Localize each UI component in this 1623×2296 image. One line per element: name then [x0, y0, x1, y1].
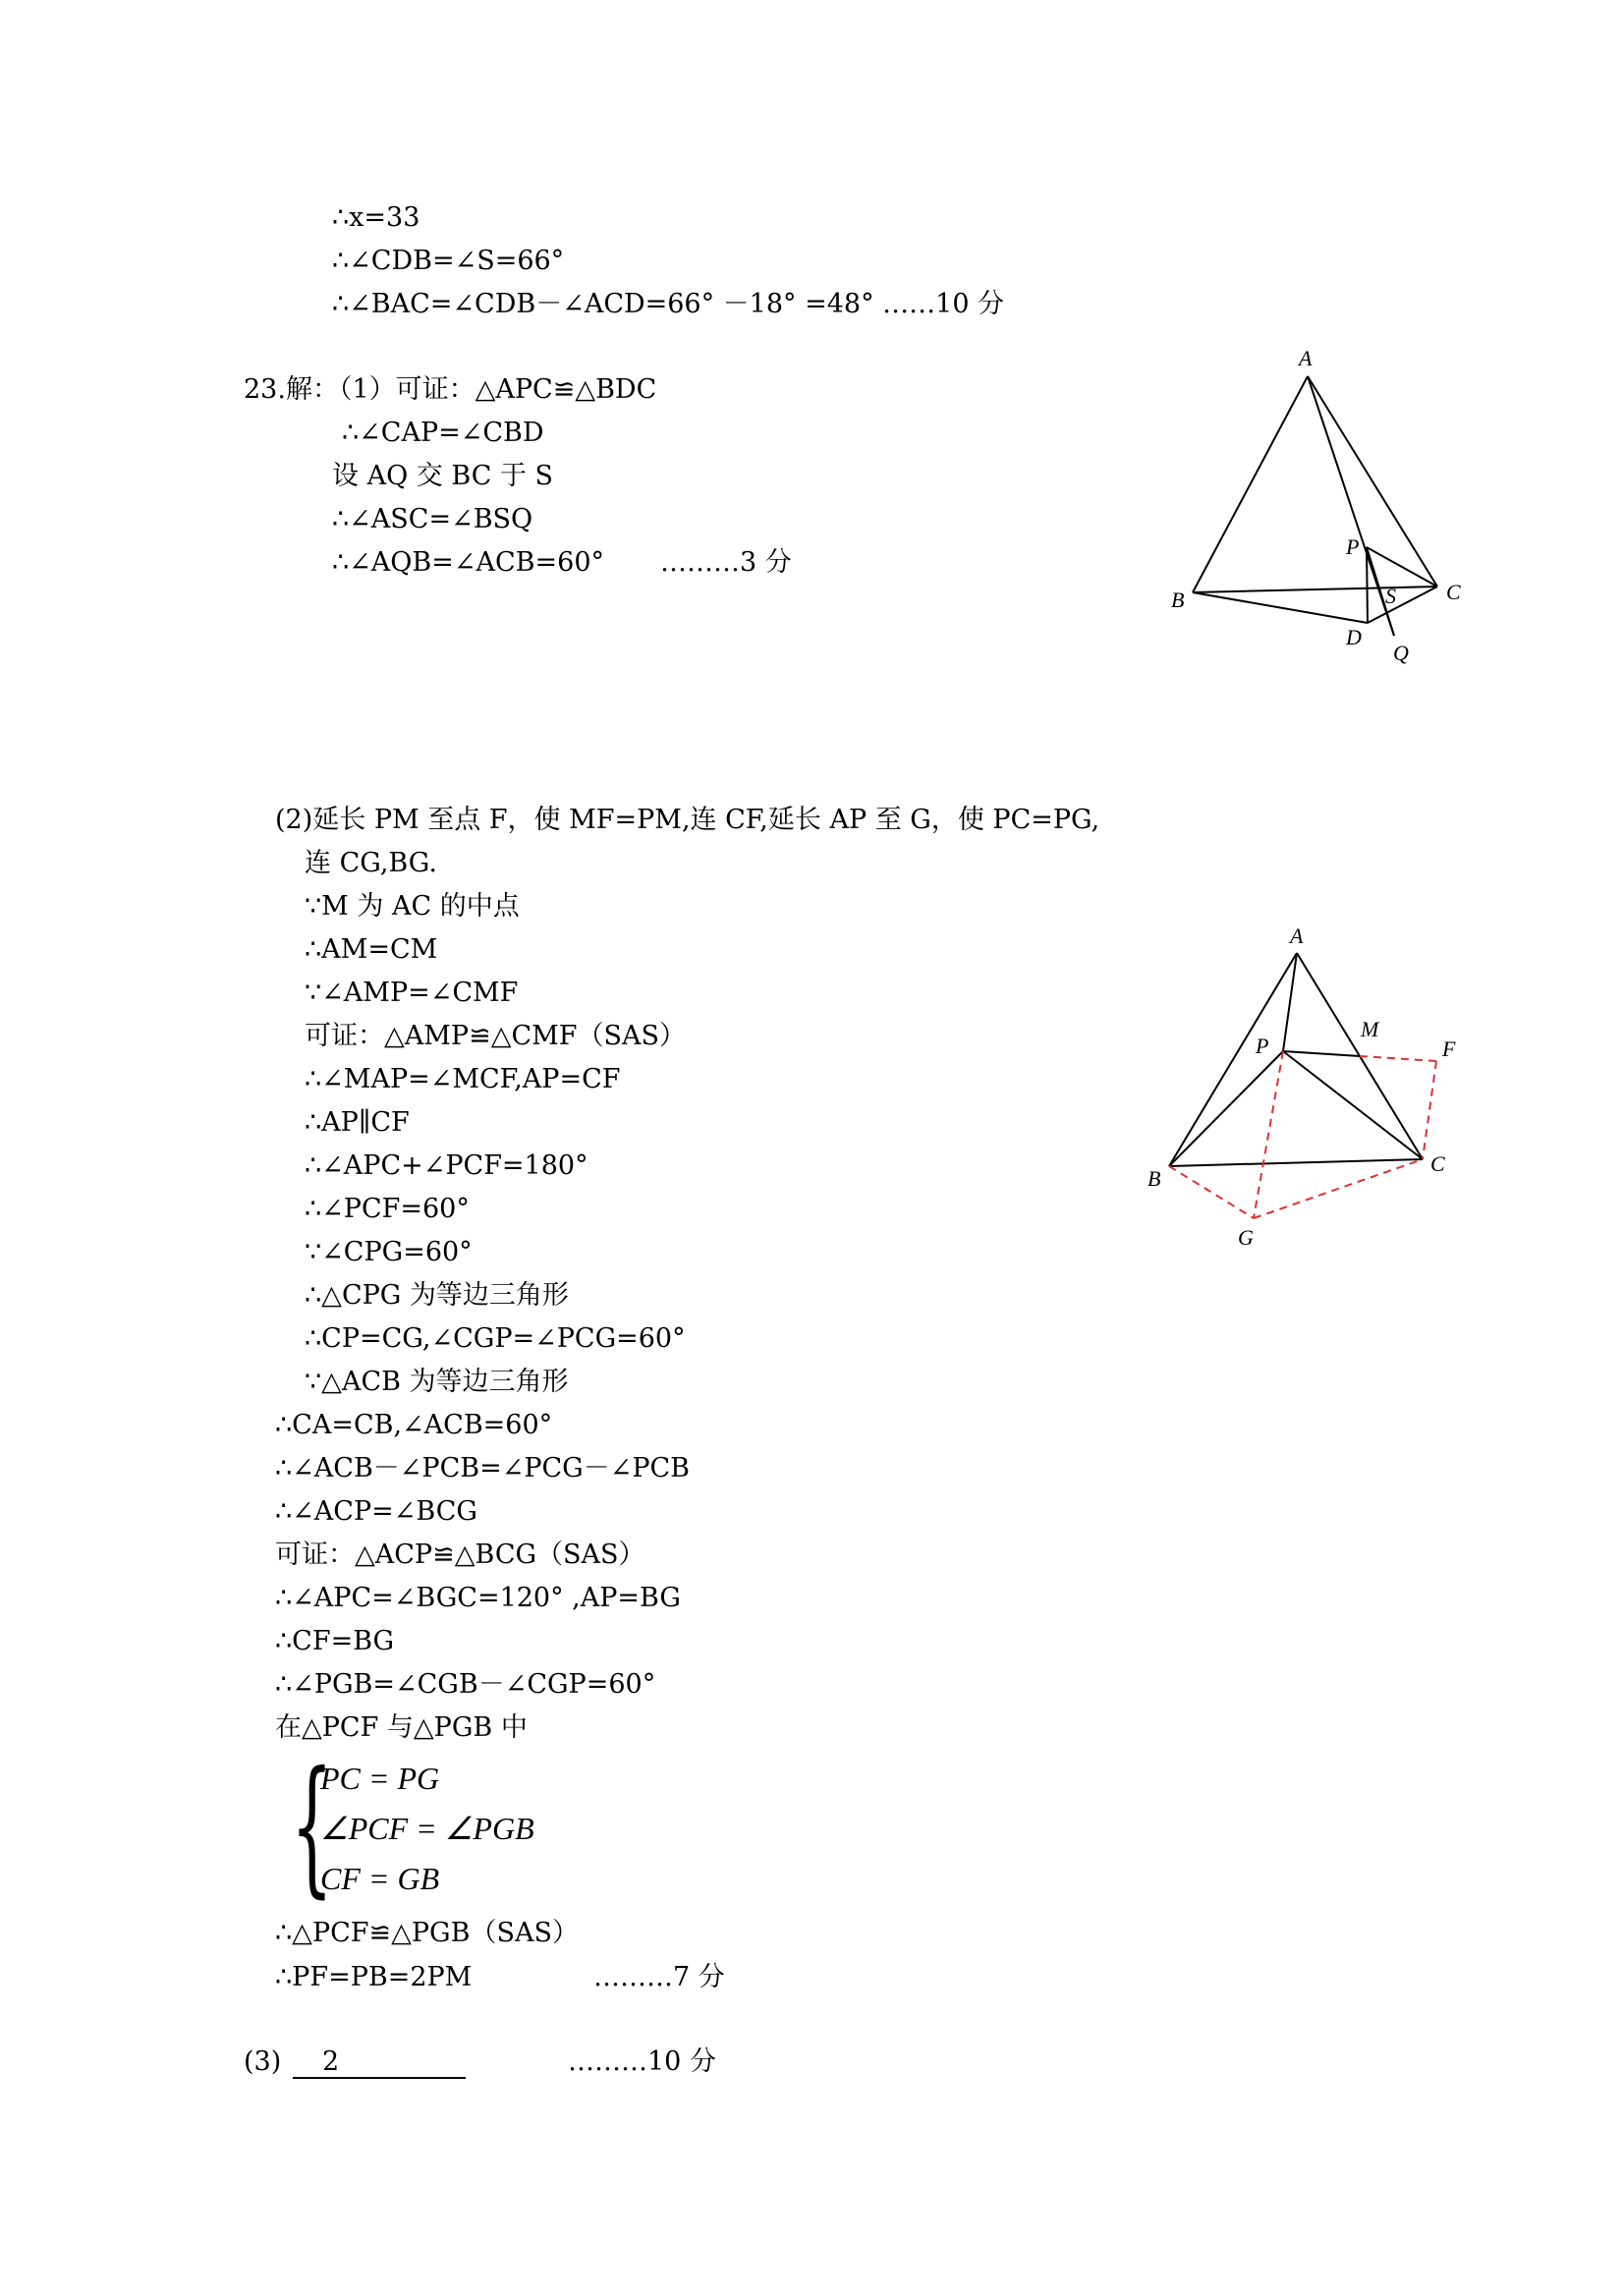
text-line: ∴x=33 — [332, 202, 420, 233]
text-line: ∴∠PGB=∠CGB－∠CGP=60° — [275, 1669, 656, 1700]
label-M: M — [1361, 1017, 1379, 1041]
text-line: ∴△PCF≌△PGB（SAS） — [275, 1918, 579, 1948]
question-heading: 23.解：（1）可证：△APC≌△BDC — [244, 374, 657, 405]
text-line: 可证：△ACP≌△BCG（SAS） — [275, 1540, 645, 1570]
label-C: C — [1430, 1151, 1445, 1176]
equation-line: CF = GB — [320, 1861, 440, 1896]
segment-BD — [1193, 592, 1368, 623]
segment-PD — [1367, 547, 1368, 623]
label-C: C — [1446, 580, 1461, 604]
text-line: ∴∠APC+∠PCF=180° — [305, 1150, 588, 1181]
text-line: ∴∠ACB－∠PCB=∠PCG－∠PCB — [275, 1453, 691, 1484]
answer-value: 2 — [293, 2047, 466, 2079]
text-line: 可证：△AMP≌△CMF（SAS） — [305, 1021, 686, 1051]
segment-AC — [1308, 376, 1437, 587]
label-A: A — [1290, 924, 1304, 948]
text-line: ∴∠CAP=∠CBD — [342, 418, 544, 448]
part-3-label: (3) — [244, 2046, 282, 2077]
label-B: B — [1147, 1166, 1161, 1191]
label-P: P — [1346, 534, 1360, 559]
label-Q: Q — [1393, 641, 1409, 665]
text-line: ∴PF=PB=2PM — [275, 1962, 473, 1992]
answer-blank — [293, 2045, 466, 2079]
segment-MF — [1360, 1056, 1436, 1061]
label-A: A — [1299, 346, 1313, 370]
segment-BG — [1169, 1166, 1254, 1218]
segment-DC — [1368, 587, 1437, 623]
equation-system — [291, 1741, 605, 1912]
equation-line: PC = PG — [320, 1761, 440, 1796]
label-D: D — [1346, 625, 1362, 649]
text-line: ∴CF=BG — [275, 1626, 395, 1656]
text-line: ∵△ACB 为等边三角形 — [305, 1367, 569, 1397]
text-line: ∴∠MAP=∠MCF,AP=CF — [305, 1064, 621, 1094]
segment-AP — [1283, 953, 1297, 1051]
label-F: F — [1442, 1036, 1456, 1061]
segment-AB — [1169, 953, 1297, 1166]
text-line: ∴∠PCF=60° — [305, 1194, 470, 1224]
label-B: B — [1171, 588, 1185, 612]
text-line: ∴∠BAC=∠CDB－∠ACD=66° －18° =48° ……10 分 — [332, 289, 1005, 319]
text-line: ∴∠APC=∠BGC=120° ,AP=BG — [275, 1583, 681, 1613]
text-line: 连 CG,BG. — [305, 848, 437, 878]
text-line: (2)延长 PM 至点 F，使 MF=PM,连 CF,延长 AP 至 G，使 PC=PG, — [275, 805, 1100, 835]
text-line: ∴∠CDB=∠S=66° — [332, 246, 565, 276]
left-brace: { — [291, 1741, 333, 1912]
segment-FC — [1423, 1061, 1436, 1159]
segment-PM — [1283, 1051, 1360, 1056]
segment-PC — [1283, 1051, 1423, 1159]
text-line: ∴CA=CB,∠ACB=60° — [275, 1410, 553, 1440]
text-line: ∴△CPG 为等边三角形 — [305, 1280, 569, 1311]
text-line: ∴∠ACP=∠BCG — [275, 1496, 477, 1527]
score-marker: ………3 分 — [660, 547, 792, 578]
text-line: 在△PCF 与△PGB 中 — [275, 1712, 528, 1743]
score-marker: ………7 分 — [593, 1962, 725, 1992]
segment-GC — [1254, 1159, 1423, 1218]
text-line: ∴CP=CG,∠CGP=∠PCG=60° — [305, 1323, 686, 1354]
label-G: G — [1238, 1225, 1254, 1248]
equation-line: ∠PCF = ∠PGB — [320, 1811, 534, 1846]
segment-AB — [1193, 376, 1308, 592]
segment-BC — [1169, 1159, 1423, 1166]
figure-triangle-2 — [1140, 914, 1474, 1248]
segment-BC — [1193, 587, 1437, 592]
text-line: ∴AM=CM — [305, 934, 438, 965]
figure-triangle-1 — [1149, 344, 1483, 668]
text-line: ∵∠AMP=∠CMF — [305, 978, 519, 1008]
text-line: ∴∠ASC=∠BSQ — [332, 504, 533, 534]
text-line: ∴∠AQB=∠ACB=60° — [332, 547, 605, 578]
label-P: P — [1256, 1034, 1269, 1058]
label-S: S — [1385, 584, 1396, 608]
text-line: ∴AP∥CF — [305, 1107, 410, 1138]
text-line: ∵M 为 AC 的中点 — [305, 891, 520, 922]
text-line: 设 AQ 交 BC 于 S — [332, 461, 554, 491]
text-line: ∵∠CPG=60° — [305, 1237, 473, 1267]
score-marker: ………10 分 — [568, 2046, 716, 2077]
